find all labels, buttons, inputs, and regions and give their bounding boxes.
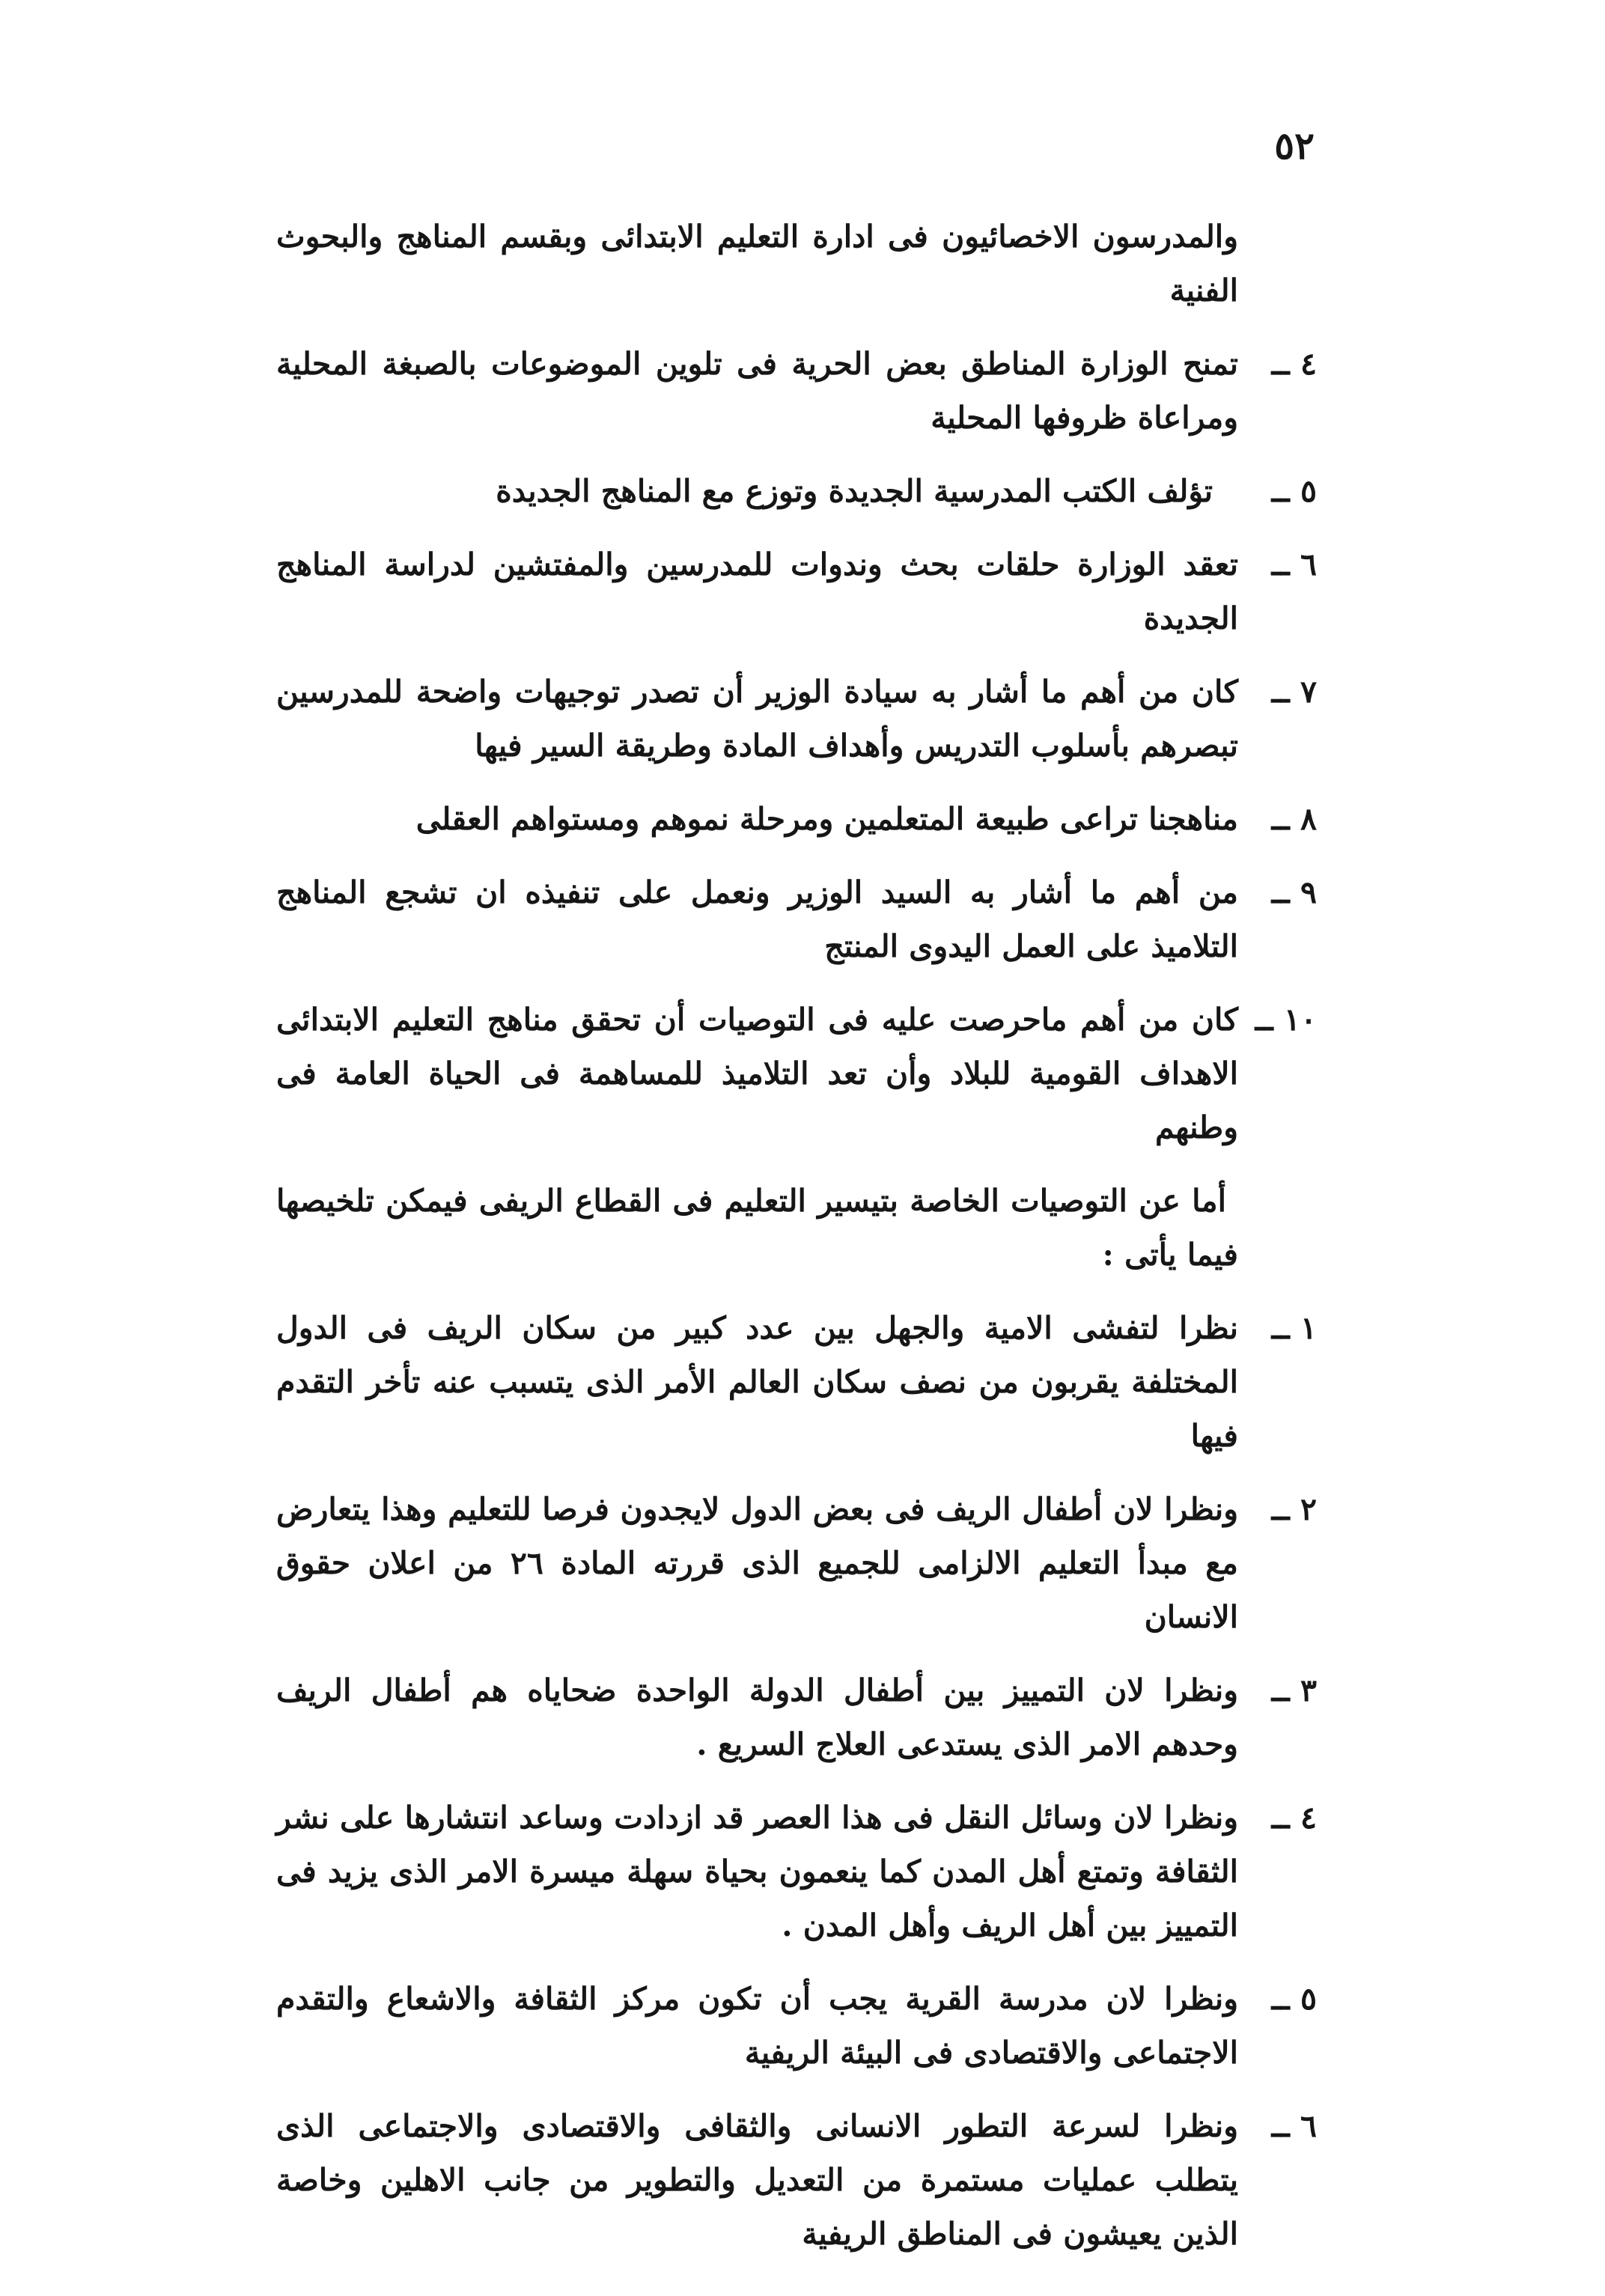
page-number: ٥٢ <box>1274 124 1315 168</box>
item-text: مناهجنا تراعى طبيعة المتعلمين ومرحلة نموهم ومستواهم العقلى <box>415 801 1238 837</box>
item-number: ١ ــ <box>1271 1310 1317 1346</box>
item-number: ٨ ــ <box>1271 801 1317 837</box>
item-number: ٦ ــ <box>1271 2108 1317 2144</box>
list-item <box>276 993 1317 1154</box>
item-number: ٦ ــ <box>1271 546 1317 582</box>
list-item <box>276 665 1317 773</box>
item-number: ٤ ــ <box>1271 1800 1317 1836</box>
list-item <box>276 1482 1317 1644</box>
item-text: تمنح الوزارة المناطق بعض الحرية فى تلوين الموضوعات بالصبغة المحلية ومراعاة ظروفها المحلية <box>276 346 1238 436</box>
list-item <box>276 1301 1317 1463</box>
item-text: نظرا لتفشى الامية والجهل بين عدد كبير من سكان الريف فى الدول المختلفة يقربون من نصف سكان العالم الأمر الذى يتسبب عنه تأخر التقدم فيها <box>276 1310 1238 1454</box>
item-number: ٤ ــ <box>1271 346 1317 382</box>
item-number: ٥ ــ <box>1271 1981 1317 2017</box>
item-text: ونظرا لان مدرسة القرية يجب أن تكون مركز الثقافة والاشعاع والتقدم الاجتماعى والاقتصادى فى البيئة الريفية <box>276 1981 1238 2071</box>
item-text: من أهم ما أشار به السيد الوزير ونعمل على تنفيذه ان تشجع المناهج التلاميذ على العمل اليدوى المنتج <box>276 874 1238 964</box>
item-text: ونظرا لان وسائل النقل فى هذا العصر قد ازدادت وساعد انتشارها على نشر الثقافة وتمتع أهل المدن كما ينعمون بحياة سهلة ميسرة الامر الذى يزيد فى التمييز بين أهل الريف وأهل المدن . <box>276 1800 1238 1943</box>
continuation-paragraph: والمدرسون الاخصائيون فى ادارة التعليم الابتدائى وبقسم المناهج والبحوث الفنية <box>276 219 1238 308</box>
rural-recommendations-intro: أما عن التوصيات الخاصة بتيسير التعليم فى القطاع الريفى فيمكن تلخيصها فيما يأتى : <box>276 1183 1238 1273</box>
list-item <box>276 792 1317 846</box>
item-text: تعقد الوزارة حلقات بحث وندوات للمدرسين والمفتشين لدراسة المناهج الجديدة <box>276 546 1238 636</box>
list-item <box>276 1972 1317 2080</box>
list-item <box>276 2099 1317 2261</box>
item-number: ٥ ــ <box>1271 473 1317 509</box>
item-text: ونظرا لسرعة التطور الانسانى والثقافى والاقتصادى والاجتماعى الذى يتطلب عمليات مستمرة من التعديل والتطوير من جانب الاهلين وخاصة الذين يعيشون فى المناطق الريفية <box>276 2108 1238 2252</box>
item-text: كان من أهم ماحرصت عليه فى التوصيات أن تحقق مناهج التعليم الابتدائى الاهداف القومية للبلاد وأن تعد التلاميذ للمساهمة فى الحياة العامة فى وطنهم <box>276 1002 1238 1145</box>
page-body <box>276 210 1317 2280</box>
list-item <box>276 464 1317 518</box>
item-text: تؤلف الكتب المدرسية الجديدة وتوزع مع المناهج الجديدة <box>496 473 1213 509</box>
item-number: ٣ ــ <box>1271 1672 1317 1708</box>
item-text: كان من أهم ما أشار به سيادة الوزير أن تصدر توجيهات واضحة للمدرسين تبصرهم بأسلوب التدريس وأهداف المادة وطريقة السير فيها <box>276 674 1238 764</box>
list-item <box>276 1663 1317 1771</box>
item-text: ونظرا لان التمييز بين أطفال الدولة الواحدة ضحاياه هم أطفال الريف وحدهم الامر الذى يستدعى العلاج السريع . <box>276 1672 1238 1762</box>
list-item <box>276 538 1317 645</box>
item-number: ٢ ــ <box>1271 1491 1317 1527</box>
list-item <box>276 337 1317 445</box>
item-number: ١٠ ــ <box>1255 1002 1317 1038</box>
list-item <box>276 865 1317 973</box>
list-item <box>276 1791 1317 1952</box>
item-number: ٩ ــ <box>1271 874 1317 910</box>
item-number: ٧ ــ <box>1271 674 1317 710</box>
item-text: ونظرا لان أطفال الريف فى بعض الدول لايجدون فرصا للتعليم وهذا يتعارض مع مبدأ التعليم الالزامى للجميع الذى قررته المادة ٢٦ من اعلان حقوق الانسان <box>276 1491 1239 1635</box>
